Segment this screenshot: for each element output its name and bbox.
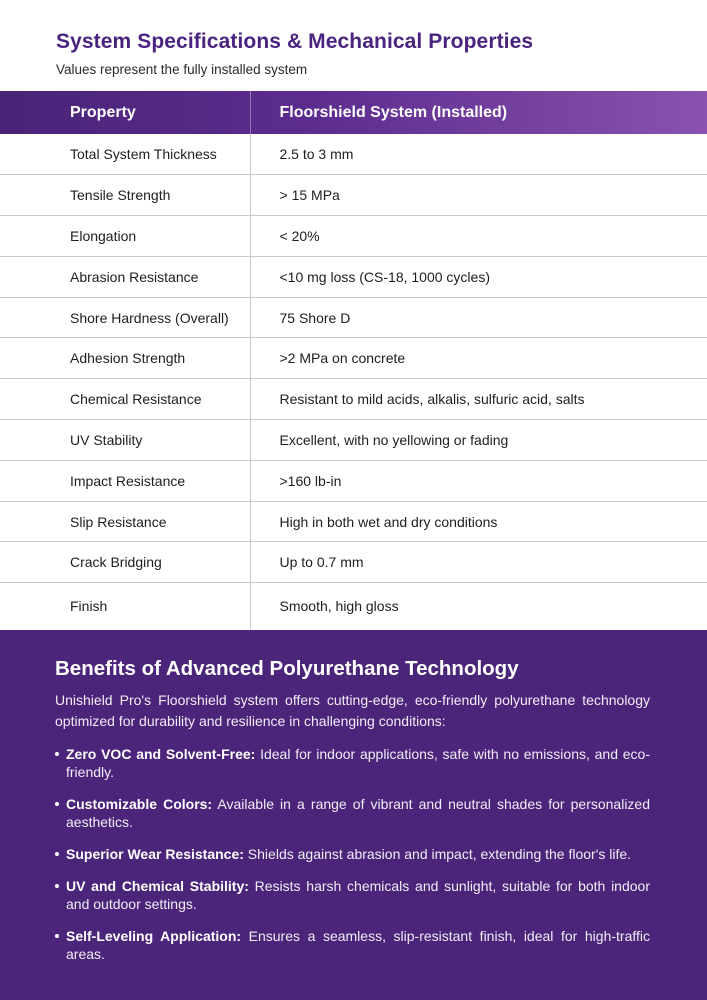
page-title: System Specifications & Mechanical Properties (56, 30, 534, 53)
value-cell: <10 mg loss (CS-18, 1000 cycles) (279, 268, 490, 285)
list-item (55, 795, 650, 831)
benefit-text: Resists harsh chemicals and sunlight, suitable for both indoor and outdoor settings. (66, 878, 650, 912)
list-item (55, 877, 650, 913)
property-cell: Slip Resistance (0, 501, 250, 542)
value-cell: High in both wet and dry conditions (279, 513, 498, 530)
property-cell: Abrasion Resistance (0, 256, 250, 297)
property-cell: Finish (0, 583, 250, 629)
specs-table (0, 91, 707, 629)
table-row (0, 256, 707, 297)
value-cell: 75 Shore D (279, 309, 351, 326)
benefit-label: Superior Wear Resistance: (66, 846, 244, 862)
list-item (55, 745, 650, 781)
page-header (0, 0, 707, 77)
bullet-icon (55, 884, 59, 888)
table-row (0, 460, 707, 501)
column-header-property: Property (0, 91, 250, 134)
table-row (0, 420, 707, 461)
value-cell: Up to 0.7 mm (279, 554, 364, 571)
value-cell: Resistant to mild acids, alkalis, sulfuric acid, salts (279, 391, 585, 408)
bullet-icon (55, 852, 59, 856)
property-cell: Total System Thickness (0, 134, 250, 175)
list-item (55, 927, 650, 963)
value-cell: >2 MPa on concrete (279, 350, 406, 367)
value-cell: > 15 MPa (279, 187, 340, 204)
benefits-list (55, 745, 650, 963)
benefits-title: Benefits of Advanced Polyurethane Technology (55, 657, 519, 680)
bullet-icon (55, 934, 59, 938)
property-cell: Elongation (0, 216, 250, 257)
value-cell: >160 lb-in (279, 472, 342, 489)
benefit-label: UV and Chemical Stability: (66, 878, 249, 894)
table-row (0, 338, 707, 379)
benefit-label: Self-Leveling Application: (66, 928, 242, 944)
benefit-text: Ideal for indoor applications, safe with no emissions, and eco-friendly. (66, 746, 650, 780)
table-row (0, 216, 707, 257)
property-cell: Crack Bridging (0, 542, 250, 583)
value-cell: Excellent, with no yellowing or fading (279, 431, 509, 448)
value-cell: Smooth, high gloss (279, 598, 399, 615)
property-cell: Chemical Resistance (0, 379, 250, 420)
table-header-row (0, 91, 707, 134)
bullet-icon (55, 802, 59, 806)
benefit-label: Customizable Colors: (66, 796, 213, 812)
property-cell: Adhesion Strength (0, 338, 250, 379)
benefits-section (0, 630, 707, 1000)
property-cell: UV Stability (0, 420, 250, 461)
benefit-text: Shields against abrasion and impact, extending the floor's life. (243, 846, 632, 862)
page-subtitle: Values represent the fully installed system (56, 62, 308, 77)
benefit-text: Ensures a seamless, slip-resistant finish, ideal for high-traffic areas. (66, 928, 650, 962)
table-row (0, 542, 707, 583)
value-cell: < 20% (279, 227, 320, 244)
property-cell: Impact Resistance (0, 460, 250, 501)
property-cell: Tensile Strength (0, 175, 250, 216)
bullet-icon (55, 752, 59, 756)
benefit-text: Available in a range of vibrant and neutral shades for personalized aesthetics. (66, 796, 651, 830)
list-item (55, 845, 650, 863)
table-row (0, 583, 707, 629)
value-cell: 2.5 to 3 mm (279, 146, 354, 163)
table-row (0, 134, 707, 175)
table-row (0, 175, 707, 216)
property-cell: Shore Hardness (Overall) (0, 297, 250, 338)
benefit-label: Zero VOC and Solvent-Free: (66, 746, 256, 762)
table-row (0, 297, 707, 338)
table-row (0, 379, 707, 420)
benefits-intro: Unishield Pro's Floorshield system offers cutting-edge, eco-friendly polyurethane technology optimized for durability and resilience in challenging conditions: (55, 692, 650, 729)
column-header-value: Floorshield System (Installed) (279, 103, 508, 121)
table-row (0, 501, 707, 542)
